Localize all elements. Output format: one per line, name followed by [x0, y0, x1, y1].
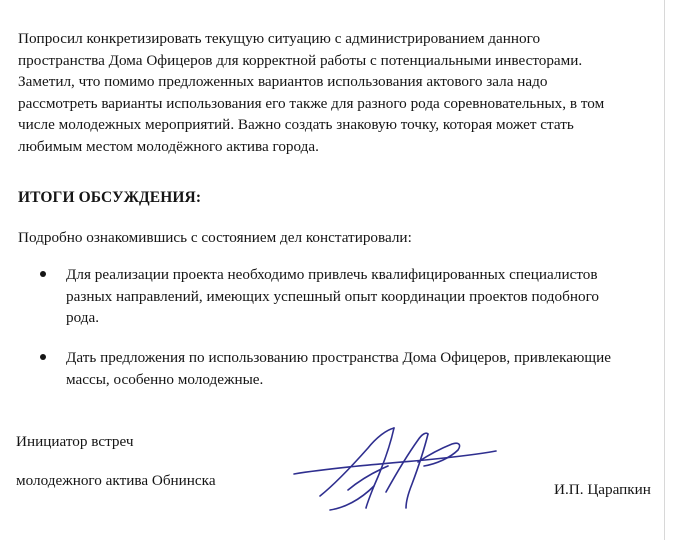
paragraph-line: Заметил, что помимо предложенных вариантов использования актового зала надо [18, 73, 548, 90]
bullet-dot-icon [40, 271, 46, 277]
signatory-role-line-2: молодежного актива Обнинска [16, 472, 216, 489]
bullet-line: массы, особенно молодежные. [66, 370, 264, 388]
paragraph-line: любимым местом молодёжного актива города. [18, 137, 319, 155]
intro-sentence: Подробно ознакомившись с состоянием дел констатировали: [18, 229, 412, 246]
paragraph-line: числе молодежных мероприятий. Важно создать знаковую точку, которая может стать [18, 116, 574, 133]
bullet-line: разных направлений, имеющих успешный опыт координации проектов подобного [66, 287, 600, 305]
section-heading: ИТОГИ ОБСУЖДЕНИЯ: [18, 189, 202, 206]
paragraph-line: Попросил конкретизировать текущую ситуацию с администрированием данного [18, 30, 541, 47]
bullet-dot-icon [40, 354, 46, 360]
paragraph-line: пространства Дома Офицеров для корректной работы с потенциальными инвесторами. [18, 51, 583, 69]
bullet-text [66, 347, 611, 390]
bullet-line: Для реализации проекта необходимо привлечь квалифицированных специалистов [66, 266, 598, 283]
bullet-text [66, 264, 599, 329]
paragraph-line: рассмотреть варианты использования его также для разного рода соревновательных, в том [18, 94, 605, 112]
bullet-line: Дать предложения по использованию пространства Дома Офицеров, привлекающие [66, 349, 611, 366]
signatory-role-line-1: Инициатор встреч [16, 433, 134, 450]
body-paragraph [18, 28, 668, 157]
bullet-line: рода. [66, 309, 100, 326]
signatory-name: И.П. Царапкин [554, 481, 651, 498]
handwritten-signature [290, 424, 500, 514]
